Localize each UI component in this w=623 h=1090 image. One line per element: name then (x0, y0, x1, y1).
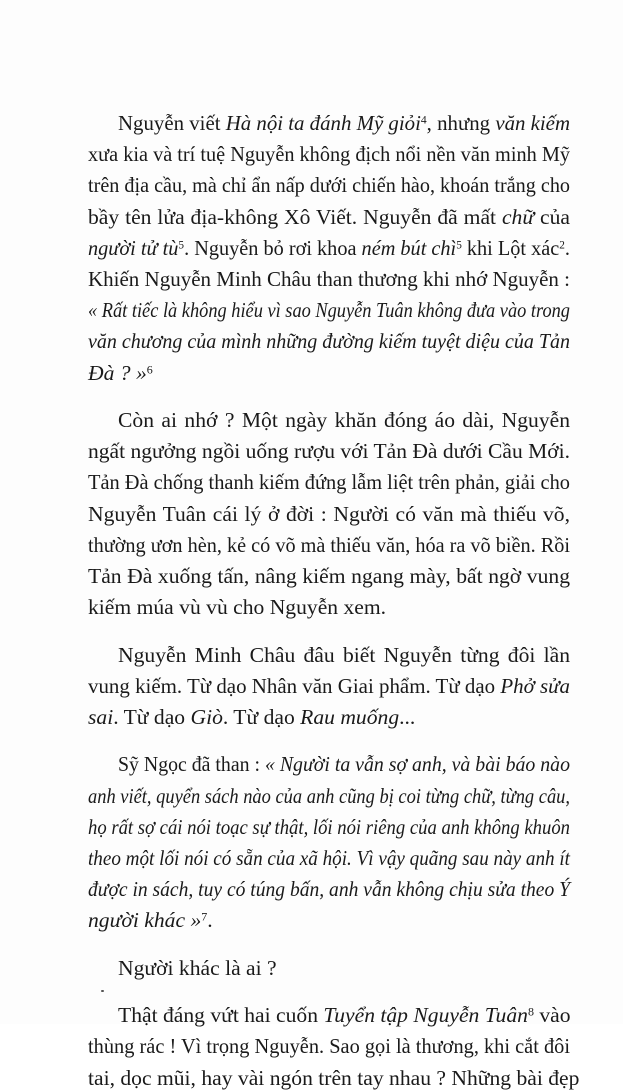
paragraph-line (88, 235, 570, 260)
text-run: tai, dọc mũi, hay vài ngón trên tay nhau ? Những bài đẹp (88, 1065, 580, 1090)
paragraph-line (88, 472, 570, 494)
text-run: . Nguyễn bỏ rơi khoa (184, 235, 362, 260)
italic-text: Rau muống (300, 705, 400, 729)
text-run: Người khác là ai ? (118, 955, 277, 980)
paragraph-line (88, 707, 415, 729)
text-run: Thật đáng vứt hai cuốn (118, 1003, 324, 1028)
paragraph-line (88, 597, 386, 619)
scan-speck (101, 990, 104, 992)
text-run: vung kiếm. Từ dạo Nhân văn Giai phẩm. Từ dạo (88, 673, 501, 698)
text-run: Khiến Nguyễn Minh Châu than thương khi nhớ Nguyễn : (88, 267, 570, 291)
text-run: . Từ dạo (113, 705, 191, 729)
paragraph-line (88, 175, 570, 197)
text-run: Nguyễn Tuân cái lý ở đời : Người có văn mà thiếu võ, (88, 501, 570, 526)
italic-text: Đà ? » (88, 360, 147, 385)
paragraph-line (88, 501, 570, 526)
text-run: trên địa cầu, mà chỉ ẩn nấp dưới chiến hào, khoán trắng cho (88, 173, 570, 198)
italic-text: chữ (501, 204, 535, 229)
text-run: Tản Đà xuống tấn, nâng kiếm ngang mày, bất ngờ vung (88, 564, 570, 588)
paragraph-line (88, 673, 570, 698)
paragraph-line (88, 360, 153, 385)
paragraph-line (88, 879, 570, 901)
italic-text: được in sách, tuy có túng bấn, anh vẫn không chịu sửa theo Ý (88, 877, 570, 902)
paragraph-first-line (118, 410, 570, 432)
text-run: . (564, 235, 570, 260)
italic-text: người khác » (88, 908, 202, 933)
italic-text: ném bút chì (361, 235, 457, 260)
italic-text: người tử tù (88, 235, 179, 260)
italic-text: Tuyển tập Nguyễn Tuân (323, 1003, 528, 1028)
paragraph-first-line (118, 955, 277, 980)
text-run: bầy tên lửa địa-không Xô Viết. Nguyễn đã mất (88, 204, 502, 229)
paragraph-line (88, 848, 570, 870)
paragraph-first-line (118, 642, 570, 667)
paragraph-line (88, 1065, 580, 1090)
paragraph-line (88, 269, 570, 291)
text-run: thùng rác ! Vì trọng Nguyễn. Sao gọi là thương, khi cắt đôi (88, 1034, 570, 1059)
text-run: Nguyễn Minh Châu đâu biết Nguyễn từng đôi lần (118, 642, 570, 667)
italic-text: Giò (190, 705, 223, 729)
paragraph-line (88, 204, 570, 229)
paragraph-line (88, 532, 570, 557)
paragraph-line (88, 783, 570, 808)
text-run: vào (533, 1003, 571, 1028)
text-run: Tản Đà chống thanh kiếm đứng lẫm liệt trên phản, giải cho (88, 470, 570, 495)
text-run: Sỹ Ngọc đã than : (118, 752, 265, 777)
paragraph-first-line (118, 754, 570, 776)
paragraph-line (88, 144, 570, 166)
paragraph-line (88, 331, 570, 353)
paragraph-line (88, 441, 570, 463)
italic-text: sai (88, 705, 114, 729)
italic-text: văn chương của mình những đường kiếm tuyệt diệu của Tản (88, 329, 570, 354)
text-run: thường ươn hèn, kẻ có võ mà thiếu văn, hóa ra võ biền. Rồi (88, 532, 570, 557)
footnote-ref: 6 (146, 362, 153, 376)
footnote-ref: 7 (201, 909, 208, 924)
footnote-ref: 4 (420, 112, 427, 127)
text-run: . (207, 908, 213, 933)
text-run: kiếm múa vù vù cho Nguyễn xem. (88, 595, 387, 620)
text-run: , nhưng (426, 111, 496, 135)
italic-text: « Người ta vẫn sợ anh, và bài báo nào (264, 752, 570, 777)
italic-text: anh viết, quyển sách nào của anh cũng bị coi từng chữ, từng câu, (88, 783, 570, 808)
text-run: xưa kia và trí tuệ Nguyễn không địch nổi nền văn minh Mỹ (88, 142, 570, 167)
paragraph-line (88, 300, 570, 322)
text-run: khi Lột xác (461, 235, 560, 260)
text-run: Nguyễn viết (118, 111, 226, 135)
italic-text: họ rất sợ cái nói toạc sự thật, lối nói riêng của anh không khuôn (88, 814, 570, 839)
paragraph-line (88, 1036, 570, 1058)
text-run: ngất ngưởng ngồi uống rượu với Tản Đà dưới Cầu Mới. (88, 439, 570, 464)
paragraph-line (88, 814, 570, 839)
text-run: ... (399, 705, 416, 729)
italic-text: Phở sửa (500, 673, 570, 698)
paragraph-first-line (118, 113, 570, 135)
italic-text: theo một lối nói có sẵn của xã hội. Vì vậy quãng sau này anh ít (88, 846, 570, 870)
footnote-ref: 2 (559, 237, 565, 252)
italic-text: « Rất tiếc là không hiểu vì sao Nguyễn Tuân không đưa vào trong (88, 298, 570, 323)
footnote-ref: 5 (178, 237, 185, 252)
paragraph-first-line (118, 1005, 571, 1027)
footnote-ref: 8 (527, 1004, 534, 1019)
text-run: của (534, 204, 570, 229)
paragraph-line (88, 910, 213, 932)
paragraph-line (88, 566, 570, 588)
italic-text: Hà nội ta đánh Mỹ giỏi (225, 111, 421, 135)
text-run: Còn ai nhớ ? Một ngày khăn đóng áo dài, Nguyễn (118, 408, 570, 432)
text-run: . Từ dạo (222, 705, 301, 729)
italic-text: văn kiếm (495, 111, 570, 135)
footnote-ref: 5 (456, 237, 462, 252)
